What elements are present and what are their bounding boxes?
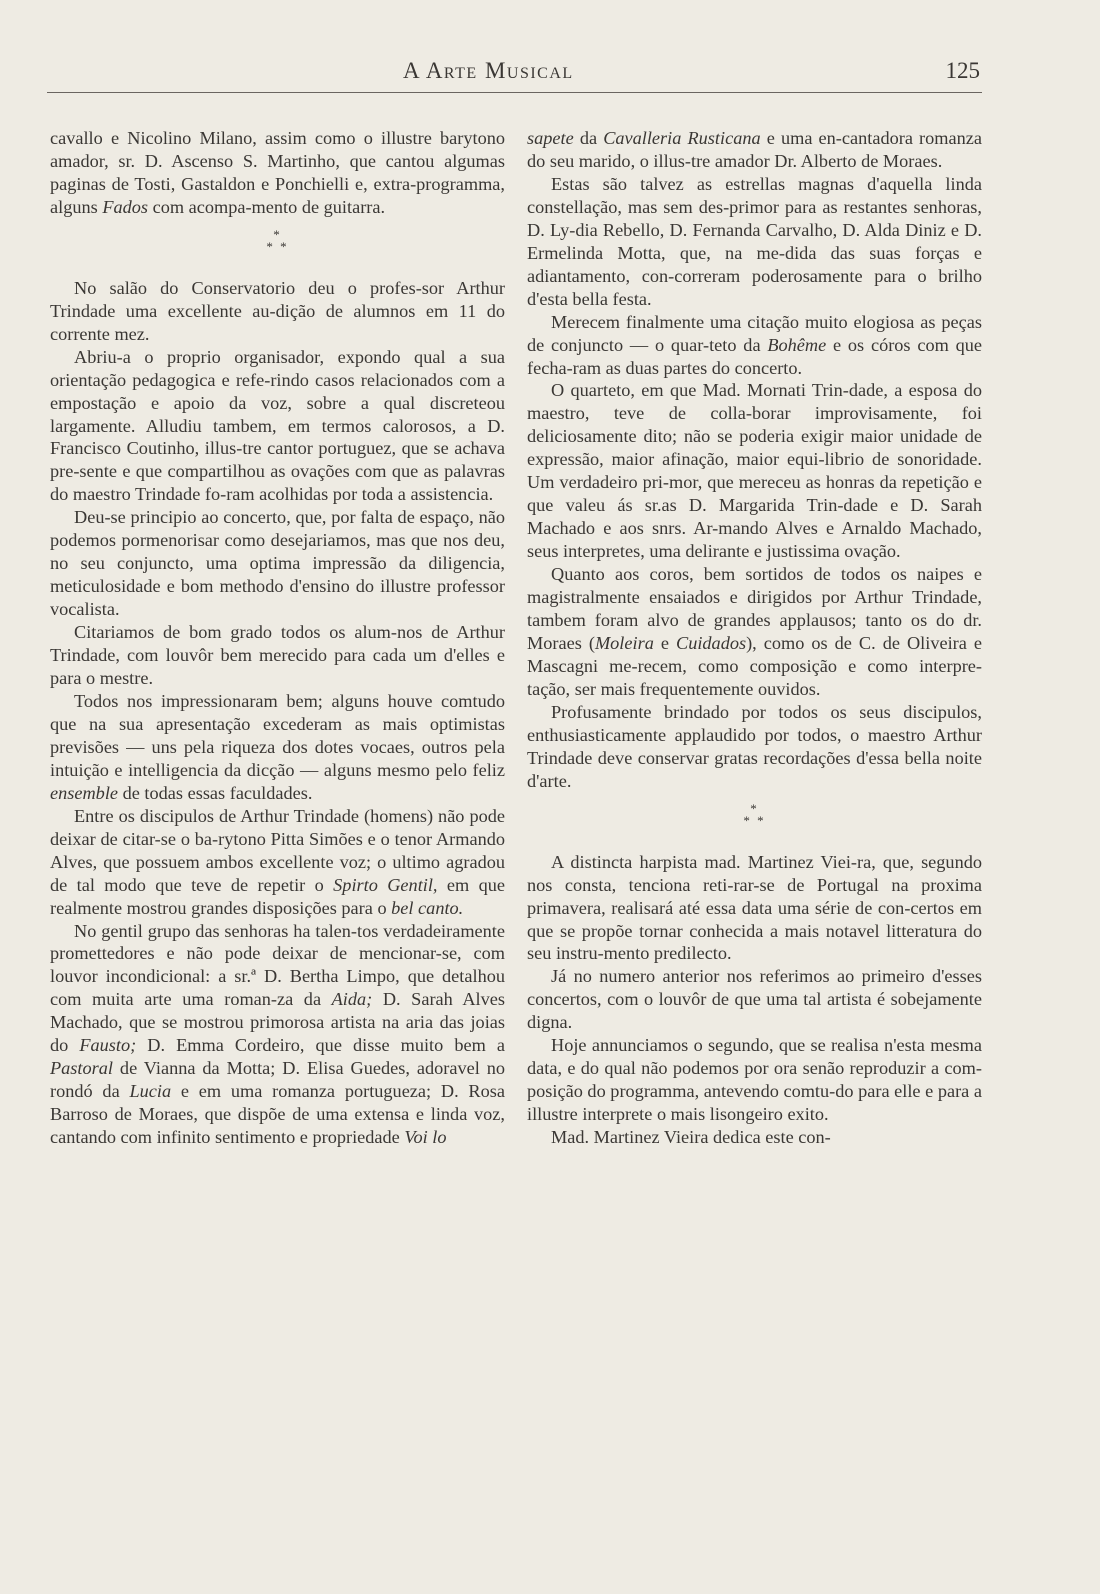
text-run: e em uma romanza portugueza; D. Rosa Barroso de Moraes, que dispõe de uma extensa e linda voz, cantando com infinito sentimento e propriedade bbox=[50, 1081, 505, 1148]
italic-run: Moleira bbox=[594, 632, 654, 653]
paragraph bbox=[527, 965, 982, 1034]
text-run: D. Sarah Alves Machado, que se mostrou primorosa artista na aria das joias do bbox=[50, 989, 505, 1056]
paragraph bbox=[527, 127, 982, 173]
journal-title: A Arte Musical bbox=[403, 58, 574, 83]
section-ornament bbox=[527, 800, 982, 828]
italic-run: Cavalleria Rusticana bbox=[603, 128, 761, 148]
right-column bbox=[527, 127, 982, 1149]
text-run: Mad. Martinez Vieira dedica este con- bbox=[551, 1127, 831, 1148]
text-run: Citariamos de bom grado todos os alum-nos de Arthur Trindade, com louvôr bem merecido para cada um d'elles e para o mestre. bbox=[50, 622, 505, 689]
text-run: Hoje annunciamos o segundo, que se realisa n'esta mesma data, e do qual não podemos por ora senão reproduzir a com-posição do programma, antevendo comtu-do para elle e para a illustre interprete o mais lisongeiro exito. bbox=[527, 1035, 982, 1125]
paragraph bbox=[50, 920, 505, 1150]
text-run: e bbox=[653, 632, 676, 653]
paragraph bbox=[527, 173, 982, 311]
italic-run: Bohême bbox=[767, 334, 827, 355]
text-run: A distincta harpista mad. Martinez Viei-ra, que, segundo nos consta, tenciona reti-rar-se de Portugal na proxima primavera, realisará até essa data uma série de con-certos em que se propõe tornar conhecida a mais notavel litteratura do seu instru-mento predilecto. bbox=[527, 851, 982, 964]
paragraph bbox=[50, 346, 505, 507]
paragraph bbox=[527, 1126, 982, 1149]
text-run: D. Emma Cordeiro, que disse muito bem a bbox=[136, 1035, 505, 1056]
paragraph bbox=[527, 1034, 982, 1126]
italic-run: Voi lo bbox=[404, 1127, 447, 1148]
text-run: Já no numero anterior nos referimos ao primeiro d'esses concertos, com o louvôr de que uma tal artista é sobejamente digna. bbox=[527, 966, 982, 1033]
text-run: de Vianna da Motta; D. Elisa Guedes, adoravel no rondó da bbox=[50, 1058, 505, 1102]
text-run: em que realmente mostrou grandes disposições para o bbox=[50, 874, 505, 918]
text-run: Profusamente brindado por todos os seus discipulos, enthusiasticamente applaudido por todos, o maestro Arthur Trindade deve conservar gratas recordações d'essa bella noite d'arte. bbox=[527, 701, 982, 791]
text-run: Merecem finalmente uma citação muito elogiosa as peças de conjuncto — o quar-teto da bbox=[527, 311, 982, 355]
paragraph bbox=[50, 506, 505, 621]
ornament-top: * bbox=[273, 226, 282, 242]
text-run: com acompa-mento de guitarra. bbox=[148, 196, 386, 217]
running-header bbox=[47, 56, 982, 93]
text-run: ), como os de C. de Oliveira e Mascagni me-recem, como composição e como interpre-tação, ser mais frequentemente ouvidos. bbox=[527, 632, 983, 699]
text-run: Estas são talvez as estrellas magnas d'aquella linda constellação, mas sem des-primor para as restantes senhoras, D. Ly-dia Rebello, D. Fernanda Carvalho, D. Alda Diniz e D. Ermelinda Motta, que, na me-dida das suas forças e adiantamento, con-correram poderosamente para o brilho d'esta bella festa. bbox=[527, 173, 982, 309]
paragraph bbox=[50, 127, 505, 219]
ornament-bottom: * * bbox=[266, 238, 289, 254]
text-run: Todos nos impressionaram bem; alguns houve comtudo que na sua apresentação excederam as mais optimistas previsões — uns pela riqueza dos dotes vocaes, outros pela intuição e intelligencia da dicção — alguns mesmo pelo feliz bbox=[50, 690, 505, 780]
text-run: da bbox=[573, 128, 604, 148]
italic-run: Pastoral bbox=[50, 1058, 113, 1079]
paragraph bbox=[50, 621, 505, 690]
text-run: Deu-se principio ao concerto, que, por falta de espaço, não podemos pormenorisar como desejariamos, mas que nos deu, no seu conjuncto, uma optima impressão da diligencia, meticulosidade e bom methodo d'ensino do illustre professor vocalista. bbox=[50, 507, 505, 620]
ornament-bottom: * * bbox=[743, 812, 766, 828]
page-number: 125 bbox=[945, 58, 980, 83]
text-run: e uma en-cantadora romanza do seu marido, o illus-tre amador Dr. Alberto de Moraes. bbox=[527, 128, 982, 171]
text-run: Abriu-a o proprio organisador, expondo qual a sua orientação pedagogica e refe-rindo casos relacionados com a empostação e apoio da voz, sobre a qual discreteou largamente. Alludiu tambem, em termos calorosos, a D. Francisco Coutinho, illus-tre cantor portuguez, que se achava pre-sente e que compartilhou as ovações com que as palavras do maestro Trindade fo-ram acolhidas por toda a assistencia. bbox=[50, 346, 505, 505]
ornament-top: * bbox=[750, 800, 759, 816]
paragraph bbox=[50, 805, 505, 920]
text-run: Entre os discipulos de Arthur Trindade (homens) não pode deixar de citar-se o ba-rytono Pitta Simões e o tenor Armando Alves, que possuem ambos excellente voz; o ultimo agradou de tal modo que teve de repetir o bbox=[50, 805, 505, 895]
paragraph bbox=[50, 277, 505, 346]
left-column bbox=[50, 127, 505, 1149]
text-run: cavallo e Nicolino Milano, assim como o illustre barytono amador, sr. D. Ascenso S. Martinho, que cantou algumas paginas de Tosti, Gastaldon e Ponchielli e, extra-programma, alguns bbox=[50, 128, 505, 217]
paragraph bbox=[527, 563, 982, 701]
text-run: Quanto aos coros, bem sortidos de todos os naipes e magistralmente ensaiados e dirigidos por Arthur Trindade, tambem foram alvo de grandes applausos; tanto os do dr. Moraes ( bbox=[527, 564, 982, 653]
italic-run: bel canto. bbox=[391, 897, 464, 918]
italic-run: Cuidados bbox=[676, 632, 747, 653]
paragraph bbox=[50, 690, 505, 805]
italic-run: Spirto Gentil, bbox=[333, 874, 438, 895]
text-run: e os córos com que fecha-ram as duas partes do concerto. bbox=[527, 334, 982, 378]
italic-run: ensemble bbox=[50, 782, 119, 803]
text-run: de todas essas faculdades. bbox=[118, 782, 313, 803]
section-ornament bbox=[50, 226, 505, 254]
text-run: No salão do Conservatorio deu o profes-sor Arthur Trindade uma excellente au-dição de alumnos em 11 do corrente mez. bbox=[50, 277, 505, 344]
text-run: No gentil grupo das senhoras ha talen-tos verdadeiramente promettedores e não pode deixar de mencionar-se, com louvor incondicional: a sr.ª D. Bertha Limpo, que detalhou com muita arte uma roman-za da bbox=[50, 920, 505, 1010]
paragraph bbox=[527, 379, 982, 563]
text-run: O quarteto, em que Mad. Mornati Trin-dade, a esposa do maestro, teve de colla-borar improvisamente, foi deliciosamente dito; não se poderia exigir maior unidade de expressão, maior afinação, maior equi-librio de sonoridade. Um verdadeiro pri-mor, que mereceu as honras da repetição e que valeu ás sr.as D. Margarida Trin-dade e D. Sarah Machado e aos snrs. Ar-mando Alves e Arnaldo Machado, seus interpretes, uma delirante e justissima ovação. bbox=[527, 380, 982, 562]
paragraph bbox=[527, 311, 982, 380]
italic-run: Fados bbox=[102, 196, 149, 217]
paragraph bbox=[527, 701, 982, 793]
paragraph bbox=[527, 851, 982, 966]
italic-run: Lucia bbox=[129, 1081, 172, 1102]
italic-run: Aida; bbox=[331, 989, 373, 1010]
italic-run: Fausto; bbox=[79, 1035, 137, 1056]
italic-run: sapete bbox=[527, 128, 574, 148]
